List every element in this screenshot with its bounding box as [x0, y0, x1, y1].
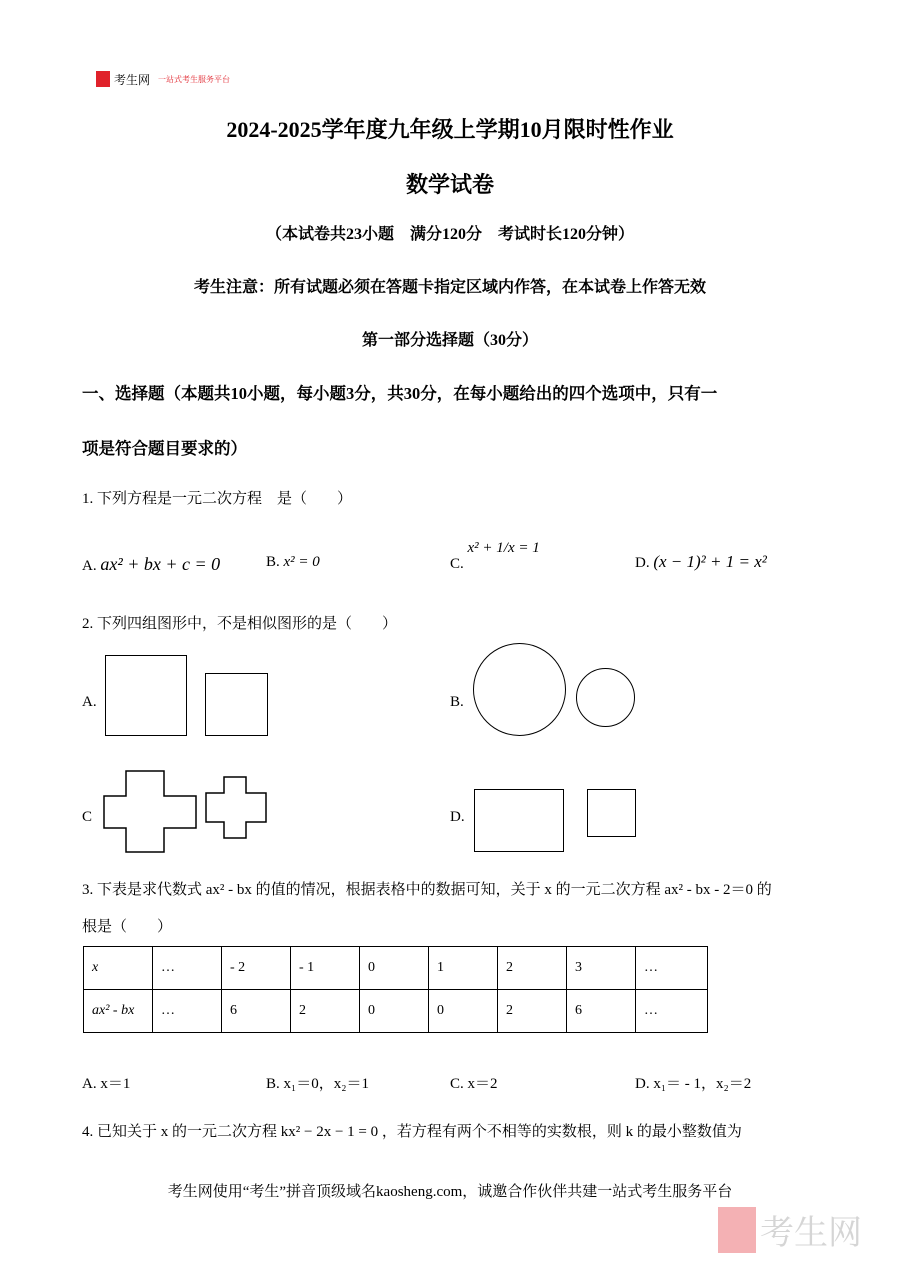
- watermark-logo: [718, 1205, 862, 1254]
- q1-option-c: C. x² + 1/x = 1: [450, 540, 540, 572]
- q2-label-d: D.: [450, 809, 465, 825]
- rectangle-shape: [474, 789, 564, 852]
- exam-title: 2024-2025学年度九年级上学期10月限时性作业: [226, 117, 674, 142]
- q3-value-table: [83, 946, 708, 1033]
- large-cross-shape: [104, 771, 196, 852]
- q2-label-c: C: [82, 809, 93, 825]
- section-heading-line2: 项是符合题目要求的）: [82, 439, 247, 458]
- q3-option-a: A. x＝1: [82, 1076, 131, 1092]
- q1-option-b: B. x² = 0: [266, 554, 320, 570]
- q1-stem: 1. 下列方程是一元二次方程 是（ ）: [82, 491, 353, 507]
- exam-subtitle: 数学试卷: [405, 172, 494, 197]
- q3-option-d: D. x₁＝ - 1，x₂＝2: [635, 1076, 752, 1092]
- logo-slogan: 一站式考生服务平台: [158, 74, 231, 84]
- logo-icon: [96, 71, 110, 87]
- q3-stem-line2: 根是（ ）: [82, 919, 173, 935]
- watermark-icon: [718, 1207, 756, 1253]
- q1-option-a: A. ax² + bx + c = 0: [82, 554, 221, 574]
- cross-shapes: [100, 768, 275, 858]
- table-row: ax² - bx … 6 2 0 0 2 6 …: [84, 990, 708, 1033]
- q2-label-b: B.: [450, 694, 464, 710]
- logo-text: 考生网: [114, 72, 151, 87]
- exam-notice: 考生注意：所有试题必须在答题卡指定区域内作答，在本试卷上作答无效: [193, 279, 706, 296]
- part-heading: 第一部分选择题（30分）: [361, 332, 538, 349]
- footer-text: 考生网使用“考生”拼音顶级域名kaosheng.com，诚邀合作伙伴共建一站式考生服务平台: [167, 1184, 733, 1200]
- section-heading-line1: 一、选择题（本题共10小题，每小题3分，共30分，在每小题给出的四个选项中，只有一: [82, 384, 718, 403]
- header-logo: [96, 70, 230, 88]
- q2-label-a: A.: [82, 694, 97, 710]
- q1-option-d: D. (x − 1)² + 1 = x²: [635, 552, 767, 571]
- watermark-text: 考生网: [760, 1213, 862, 1253]
- table-row: x … - 2 - 1 0 1 2 3 …: [84, 947, 708, 990]
- small-cross-shape: [206, 777, 266, 838]
- small-circle-shape: [576, 668, 635, 727]
- q3-stem-line1: 3. 下表是求代数式 ax² - bx 的值的情况，根据表格中的数据可知，关于 x 的一元二次方程 ax² - bx - 2＝0 的: [82, 882, 772, 898]
- q3-option-c: C. x＝2: [450, 1076, 498, 1092]
- q4-stem: 4. 已知关于 x 的一元二次方程 kx² − 2x − 1 = 0 ，若方程有两个不相等的实数根，则 k 的最小整数值为: [82, 1124, 742, 1140]
- small-square-shape: [205, 673, 268, 736]
- square-shape: [587, 789, 636, 837]
- q2-stem: 2. 下列四组图形中，不是相似图形的是（ ）: [82, 616, 398, 632]
- q3-option-b: B. x₁＝0，x₂＝1: [266, 1076, 369, 1092]
- large-square-shape: [105, 655, 187, 736]
- large-circle-shape: [473, 643, 566, 736]
- exam-info: （本试卷共23小题 满分120分 考试时长120分钟）: [265, 226, 634, 243]
